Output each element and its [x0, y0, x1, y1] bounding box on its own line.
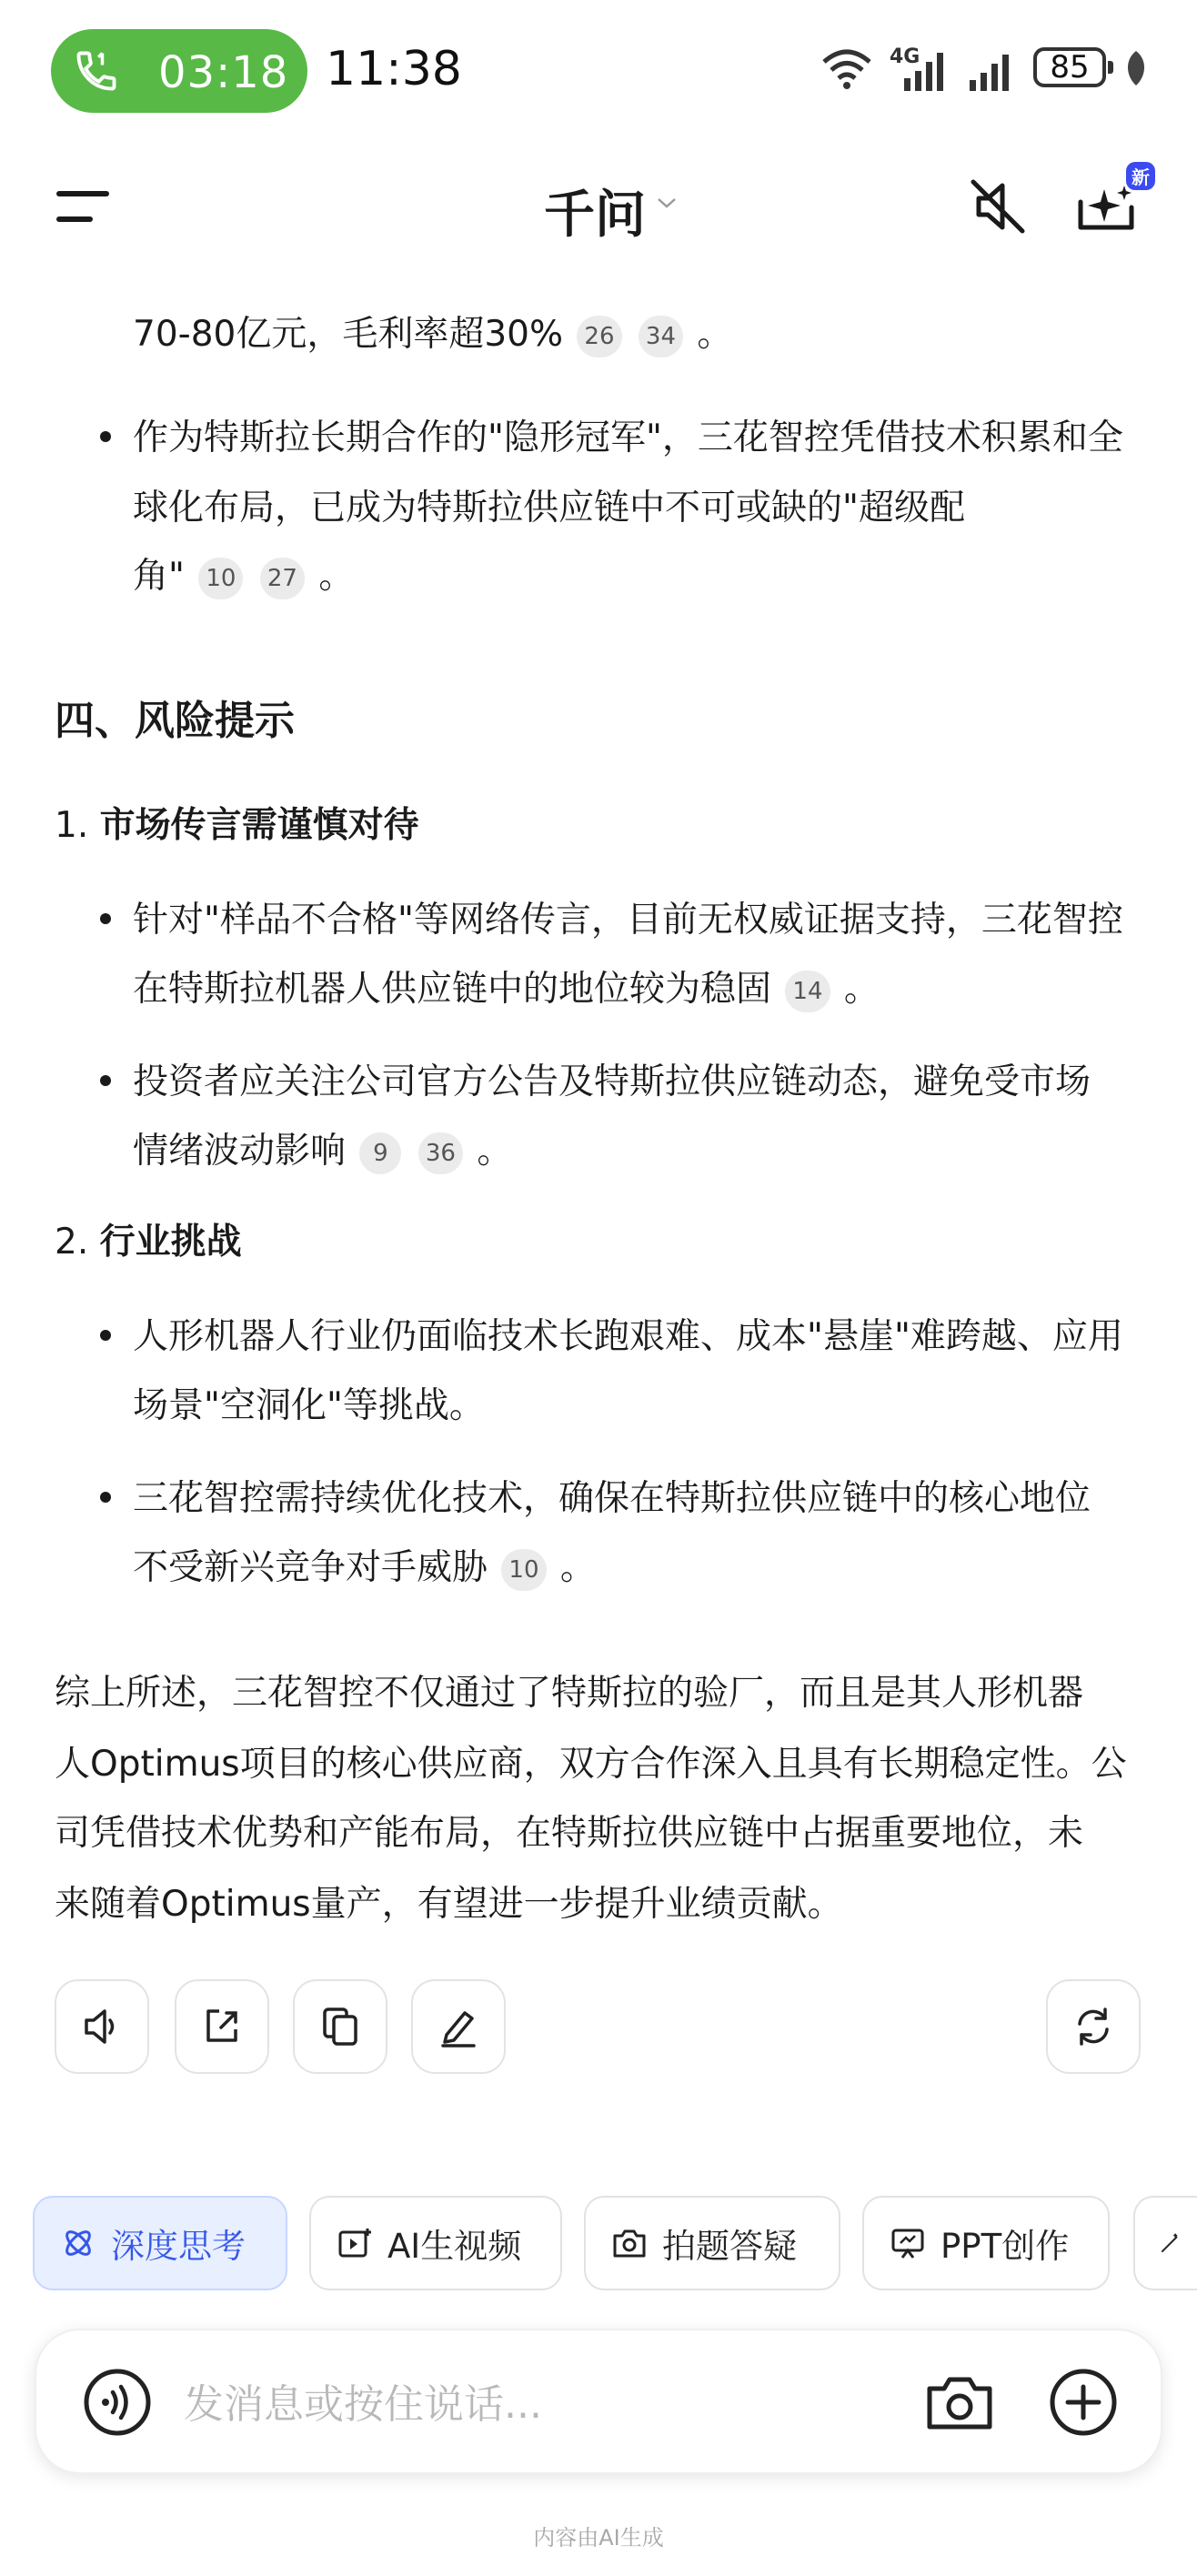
- status-bar: [0, 0, 1197, 136]
- bullet1-line2: 球化布局，已成为特斯拉供应链中不可或缺的"超级配: [133, 488, 965, 528]
- chip-ppt[interactable]: [862, 2196, 1110, 2290]
- speaker-icon: [79, 2004, 125, 2049]
- subheading-1: [55, 797, 419, 848]
- ppt-icon: [890, 2225, 926, 2261]
- subheading-number: 2.: [55, 1222, 89, 1263]
- share-icon: [199, 2004, 245, 2049]
- plus-circle-icon[interactable]: [1048, 2367, 1119, 2438]
- period: 。: [697, 314, 733, 355]
- period: 。: [843, 969, 880, 1010]
- message-input-bar: [35, 2329, 1162, 2474]
- leaf-icon: [1124, 49, 1148, 89]
- text-fragment: 不受新兴竞争对手威胁: [133, 1547, 488, 1588]
- edit-button[interactable]: [411, 1979, 506, 2074]
- bullet5-line2: [133, 1539, 596, 1591]
- period: 。: [477, 1131, 513, 1172]
- citation-ref[interactable]: 10: [501, 1549, 546, 1591]
- subheading-title: 市场传言需谨慎对待: [99, 805, 419, 846]
- chip-photo-question[interactable]: [584, 2196, 840, 2290]
- citation-ref[interactable]: 36: [418, 1132, 463, 1174]
- chip-more[interactable]: [1133, 2196, 1197, 2290]
- citation-ref[interactable]: 14: [785, 971, 830, 1012]
- chip-label: AI生视频: [387, 2227, 522, 2266]
- voice-input-icon[interactable]: [82, 2367, 153, 2438]
- regenerate-button[interactable]: [1046, 1979, 1141, 2074]
- bullet-dot: [100, 431, 111, 442]
- section-heading-risk: 四、风险提示: [55, 698, 295, 744]
- chip-ai-video[interactable]: [309, 2196, 562, 2290]
- ai-generated-note: 内容由AI生成: [533, 2525, 664, 2551]
- menu-icon[interactable]: [56, 189, 113, 226]
- summary-line4: 来随着Optimus量产，有望进一步提升业绩贡献。: [55, 1884, 843, 1925]
- text-fragment: 在特斯拉机器人供应链中的地位较为稳固: [133, 969, 772, 1010]
- bullet-dot: [100, 913, 111, 924]
- camera-icon[interactable]: [924, 2367, 995, 2438]
- battery-indicator: 85: [1033, 47, 1106, 87]
- bullet1-line3: [133, 548, 354, 599]
- citation-ref[interactable]: 10: [198, 558, 243, 599]
- app-header: [0, 136, 1197, 282]
- text-fragment: 角": [133, 556, 185, 597]
- text-line-top: [133, 306, 732, 357]
- share-button[interactable]: [175, 1979, 269, 2074]
- mute-speaker-icon[interactable]: [966, 175, 1030, 238]
- ongoing-call-pill[interactable]: [51, 29, 307, 113]
- citation-ref[interactable]: 26: [577, 316, 621, 357]
- period: 。: [559, 1547, 596, 1588]
- subheading-2: [55, 1213, 242, 1264]
- deep-think-icon: [60, 2225, 96, 2261]
- wifi-icon: [820, 47, 873, 91]
- citation-ref[interactable]: 34: [639, 316, 683, 357]
- camera-question-icon: [611, 2225, 648, 2261]
- network-type-label: 4G: [890, 45, 920, 68]
- bullet-dot: [100, 1330, 111, 1341]
- summary-line3: 司凭借技术优势和产能布局，在特斯拉供应链中占据重要地位，未: [55, 1813, 1084, 1854]
- bullet4-line2: 场景"空洞化"等挑战。: [133, 1385, 485, 1426]
- subheading-number: 1.: [55, 805, 89, 846]
- app-title[interactable]: 千问: [544, 186, 646, 245]
- chip-label: 拍题答疑: [662, 2227, 797, 2266]
- read-aloud-button[interactable]: [55, 1979, 149, 2074]
- video-icon: [337, 2225, 373, 2261]
- clock: 11:38: [326, 42, 462, 96]
- summary-line1: 综上所述，三花智控不仅通过了特斯拉的验厂，而且是其人形机器: [55, 1673, 1084, 1714]
- magic-pen-icon: [1159, 2225, 1182, 2261]
- phone-icon: [73, 47, 120, 95]
- bullet3-line2: [133, 1122, 512, 1174]
- copy-icon: [317, 2004, 363, 2049]
- text-fragment: 情绪波动影响: [133, 1131, 347, 1172]
- cellular-signal-2-icon: [968, 51, 1021, 93]
- bullet-dot: [100, 1075, 111, 1086]
- bullet5-line1: 三花智控需持续优化技术，确保在特斯拉供应链中的核心地位: [133, 1478, 1091, 1519]
- citation-ref[interactable]: 27: [260, 558, 305, 599]
- period: 。: [318, 556, 355, 597]
- bullet3-line1: 投资者应关注公司官方公告及特斯拉供应链动态，避免受市场: [133, 1062, 1091, 1102]
- call-timer: 03:18: [158, 47, 289, 98]
- bullet2-line2: [133, 961, 880, 1012]
- summary-line2: 人Optimus项目的核心供应商，双方合作深入且具有长期稳定性。公: [55, 1744, 1127, 1785]
- text-fragment: 70-80亿元，毛利率超30%: [133, 314, 564, 355]
- chip-deep-think[interactable]: [33, 2196, 287, 2290]
- copy-button[interactable]: [293, 1979, 387, 2074]
- bullet1-line1: 作为特斯拉长期合作的"隐形冠军"，三花智控凭借技术积累和全: [133, 418, 1123, 458]
- new-badge: 新: [1126, 162, 1155, 190]
- bullet-dot: [100, 1492, 111, 1503]
- bullet2-line1: 针对"样品不合格"等网络传言，目前无权威证据支持，三花智控: [133, 900, 1123, 941]
- bullet4-line1: 人形机器人行业仍面临技术长跑艰难、成本"悬崖"难跨越、应用: [133, 1316, 1123, 1357]
- chip-label: 深度思考: [111, 2227, 246, 2266]
- citation-ref[interactable]: 9: [359, 1132, 401, 1174]
- refresh-icon: [1071, 2004, 1116, 2049]
- message-input[interactable]: [182, 2376, 913, 2432]
- cellular-signal-icon: [891, 51, 948, 93]
- subheading-title: 行业挑战: [99, 1222, 242, 1263]
- chevron-down-icon[interactable]: [657, 196, 677, 209]
- pencil-icon: [436, 2004, 481, 2049]
- chip-label: PPT创作: [940, 2227, 1070, 2266]
